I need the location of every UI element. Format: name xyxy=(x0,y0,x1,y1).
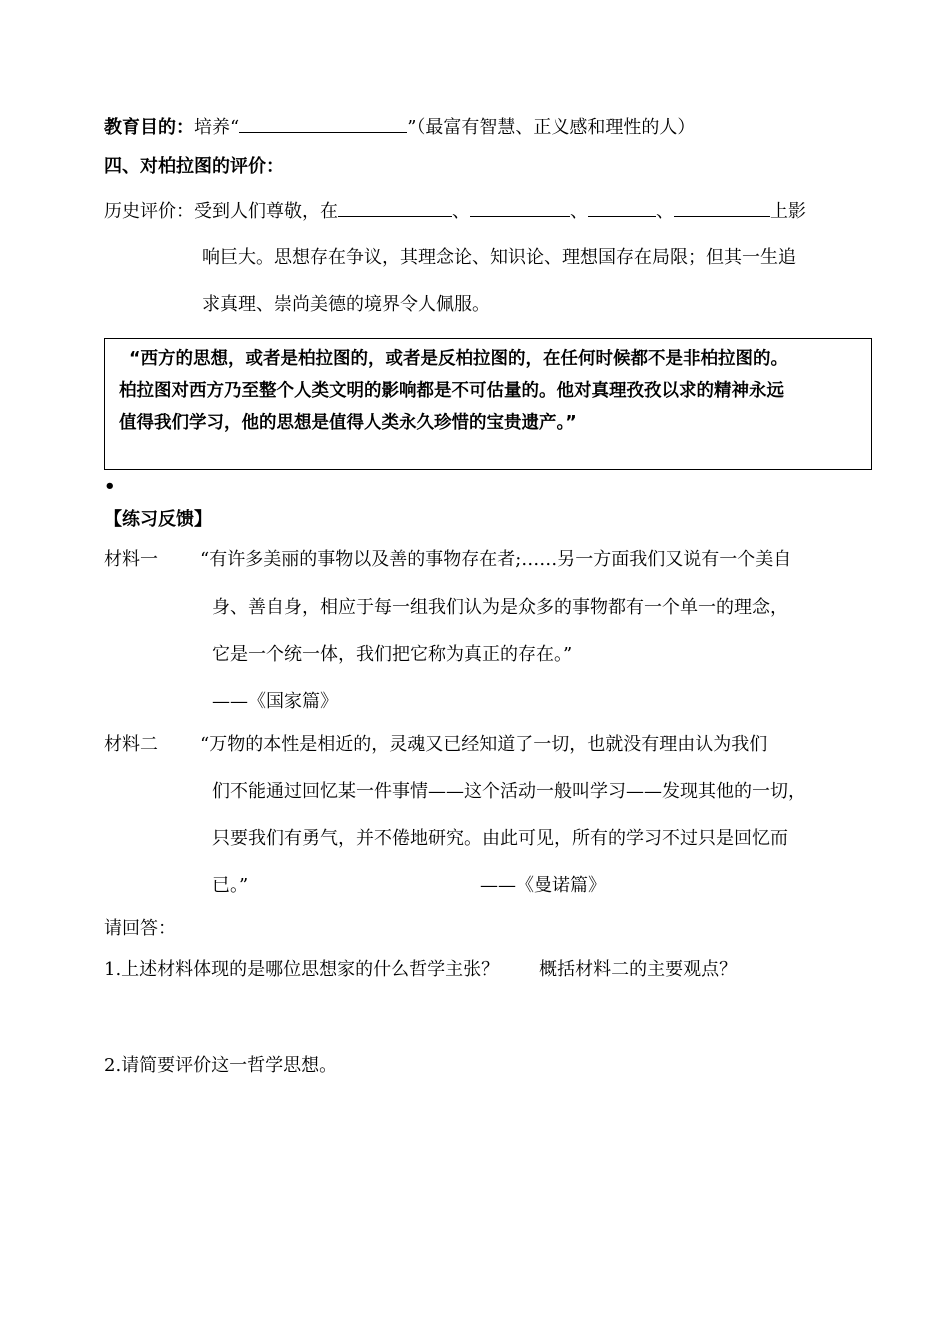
please-answer: 请回答： xyxy=(104,918,176,939)
material2-label: 材料二 xyxy=(104,734,158,755)
practice-title: 【练习反馈】 xyxy=(104,509,212,530)
history-blank-1[interactable] xyxy=(338,198,452,217)
material1-line1: “有许多美丽的事物以及善的事物存在者;……另一方面我们又说有一个美自 xyxy=(200,549,792,570)
material1-line2: 身、善自身，相应于每一组我们认为是众多的事物都有一个单一的理念， xyxy=(212,597,788,618)
history-eval-line2: 响巨大。思想存在争议，其理念论、知识论、理想国存在局限；但其一生追 xyxy=(202,247,796,268)
section4-title: 四、对柏拉图的评价： xyxy=(104,156,284,177)
material2-source: ——《曼诺篇》 xyxy=(480,875,606,896)
material2-line3: 只要我们有勇气，并不倦地研究。由此可见，所有的学习不过只是回忆而 xyxy=(212,828,788,849)
education-goal-line xyxy=(104,114,695,140)
education-goal-suffix: ”（最富有智慧、正义感和理性的人） xyxy=(407,117,696,138)
material1-source: ——《国家篇》 xyxy=(212,691,338,712)
history-eval-line3: 求真理、崇尚美德的境界令人佩服。 xyxy=(202,294,490,315)
question-1-part-a: 1.上述材料体现的是哪位思想家的什么哲学主张？ xyxy=(104,959,500,980)
material1-label: 材料一 xyxy=(104,549,158,570)
history-eval-label: 历史评价： xyxy=(104,201,194,222)
material1-line3: 它是一个统一体，我们把它称为真正的存在。” xyxy=(212,644,573,665)
quote-line-2: 柏拉图对西方乃至整个人类文明的影响都是不可估量的。他对真理孜孜以求的精神永远 xyxy=(119,381,784,401)
bullet-dot: • xyxy=(104,476,116,497)
education-goal-prefix: 培养“ xyxy=(194,117,240,138)
separator: 、 xyxy=(656,201,674,222)
quote-box xyxy=(104,338,872,470)
history-blank-2[interactable] xyxy=(470,198,570,217)
question-1-part-b: 概括材料二的主要观点？ xyxy=(539,959,738,980)
separator: 、 xyxy=(570,201,588,222)
history-eval-line1 xyxy=(104,198,806,224)
question-1 xyxy=(104,958,737,982)
history-blank-3[interactable] xyxy=(588,198,656,217)
history-blank-4[interactable] xyxy=(674,198,770,217)
education-goal-blank[interactable] xyxy=(239,114,407,133)
education-goal-label: 教育目的： xyxy=(104,117,194,138)
material2-line2: 们不能通过回忆某一件事情——这个活动一般叫学习——发现其他的一切， xyxy=(212,781,806,802)
material2-line1: “万物的本性是相近的，灵魂又已经知道了一切，也就没有理由认为我们 xyxy=(200,734,768,755)
history-eval-end: 上影 xyxy=(770,201,806,222)
question-2: 2.请简要评价这一哲学思想。 xyxy=(104,1055,338,1076)
quote-line-1: “西方的思想，或者是柏拉图的，或者是反柏拉图的，在任何时候都不是非柏拉图的。 xyxy=(129,349,788,369)
separator: 、 xyxy=(452,201,470,222)
history-eval-text1: 受到人们尊敬，在 xyxy=(194,201,338,222)
quote-line-3: 值得我们学习，他的思想是值得人类永久珍惜的宝贵遗产。” xyxy=(119,413,577,433)
material2-line4: 已。” xyxy=(212,875,249,896)
